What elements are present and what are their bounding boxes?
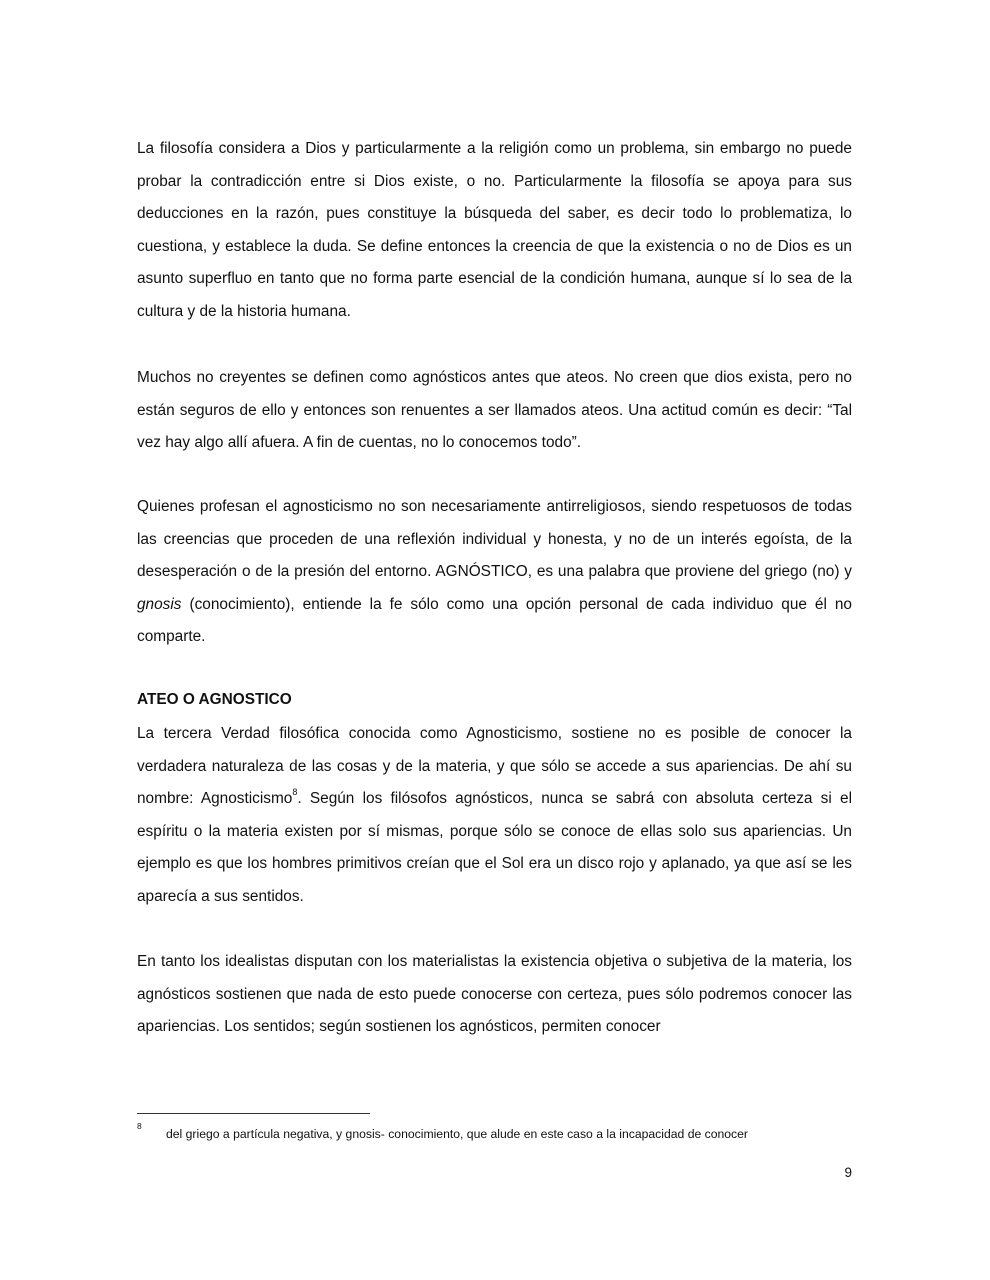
footnote-mark: 8 [137, 1121, 142, 1131]
gnosis-italic-term: gnosis [137, 595, 182, 613]
footnote-text: del griego a partícula negativa, y gnosis- conocimiento, que alude en este caso a la incapacidad de conocer [166, 1127, 748, 1141]
paragraph-3 [137, 491, 852, 654]
section-heading: ATEO O AGNOSTICO [137, 691, 292, 708]
paragraph-4 [137, 718, 852, 914]
paragraph-2: Muchos no creyentes se definen como agnósticos antes que ateos. No creen que dios exista, pero no están seguros de ello y entonces son renuentes a ser llamados ateos. Una actitud común es decir: “Tal vez hay algo allí afuera. A fin de cuentas, no lo conocemos todo”. [137, 369, 852, 452]
paragraph-1: La filosofía considera a Dios y particularmente a la religión como un problema, sin embargo no puede probar la contradicción entre si Dios existe, o no. Particularmente la filosofía se apoya para sus deducciones en la razón, pues constituye la búsqueda del saber, es decir todo lo problematiza, lo cuestiona, y establece la duda. Se define entonces la creencia de que la existencia o no de Dios es un asunto superfluo en tanto que no forma parte esencial de la condición humana, aunque sí lo sea de la cultura y de la historia humana. [137, 140, 852, 320]
paragraph-3-text-start: Quienes profesan el agnosticismo no son necesariamente antirreligiosos, siendo respetuosos de todas las creencias que proceden de una reflexión individual y honesta, y no de un interés egoísta, de la desesperación o de la presión del entorno. AGNÓSTICO, es una palabra que proviene del griego (no) y [137, 498, 852, 581]
paragraph-4-text-end: . Según los filósofos agnósticos, nunca se sabrá con absoluta certeza si el espíritu o la materia existen por sí mismas, porque sólo se conoce de ellas solo sus apariencias. Un ejemplo es que los hombres primitivos creían que el Sol era un disco rojo y aplanado, ya que así se les aparecía a sus sentidos. [137, 790, 852, 905]
paragraph-3-text-end: (conocimiento), entiende la fe sólo como una opción personal de cada individuo que él no comparte. [137, 595, 852, 646]
page-number: 9 [844, 1165, 852, 1180]
paragraph-5: En tanto los idealistas disputan con los materialistas la existencia objetiva o subjetiva de la materia, los agnósticos sostienen que nada de esto puede conocerse con certeza, pues sólo podremos conocer las apariencias. Los sentidos; según sostienen los agnósticos, permiten conocer [137, 953, 852, 1036]
footnote-reference[interactable]: 8 [292, 787, 298, 798]
paragraph-4-text-start: La tercera Verdad filosófica conocida como Agnosticismo, sostiene no es posible de conocer la verdadera naturaleza de las cosas y de la materia, y que sólo se accede a sus apariencias. De ahí su nombre: Agnosticismo [137, 725, 852, 808]
footnote-divider [137, 1113, 370, 1114]
